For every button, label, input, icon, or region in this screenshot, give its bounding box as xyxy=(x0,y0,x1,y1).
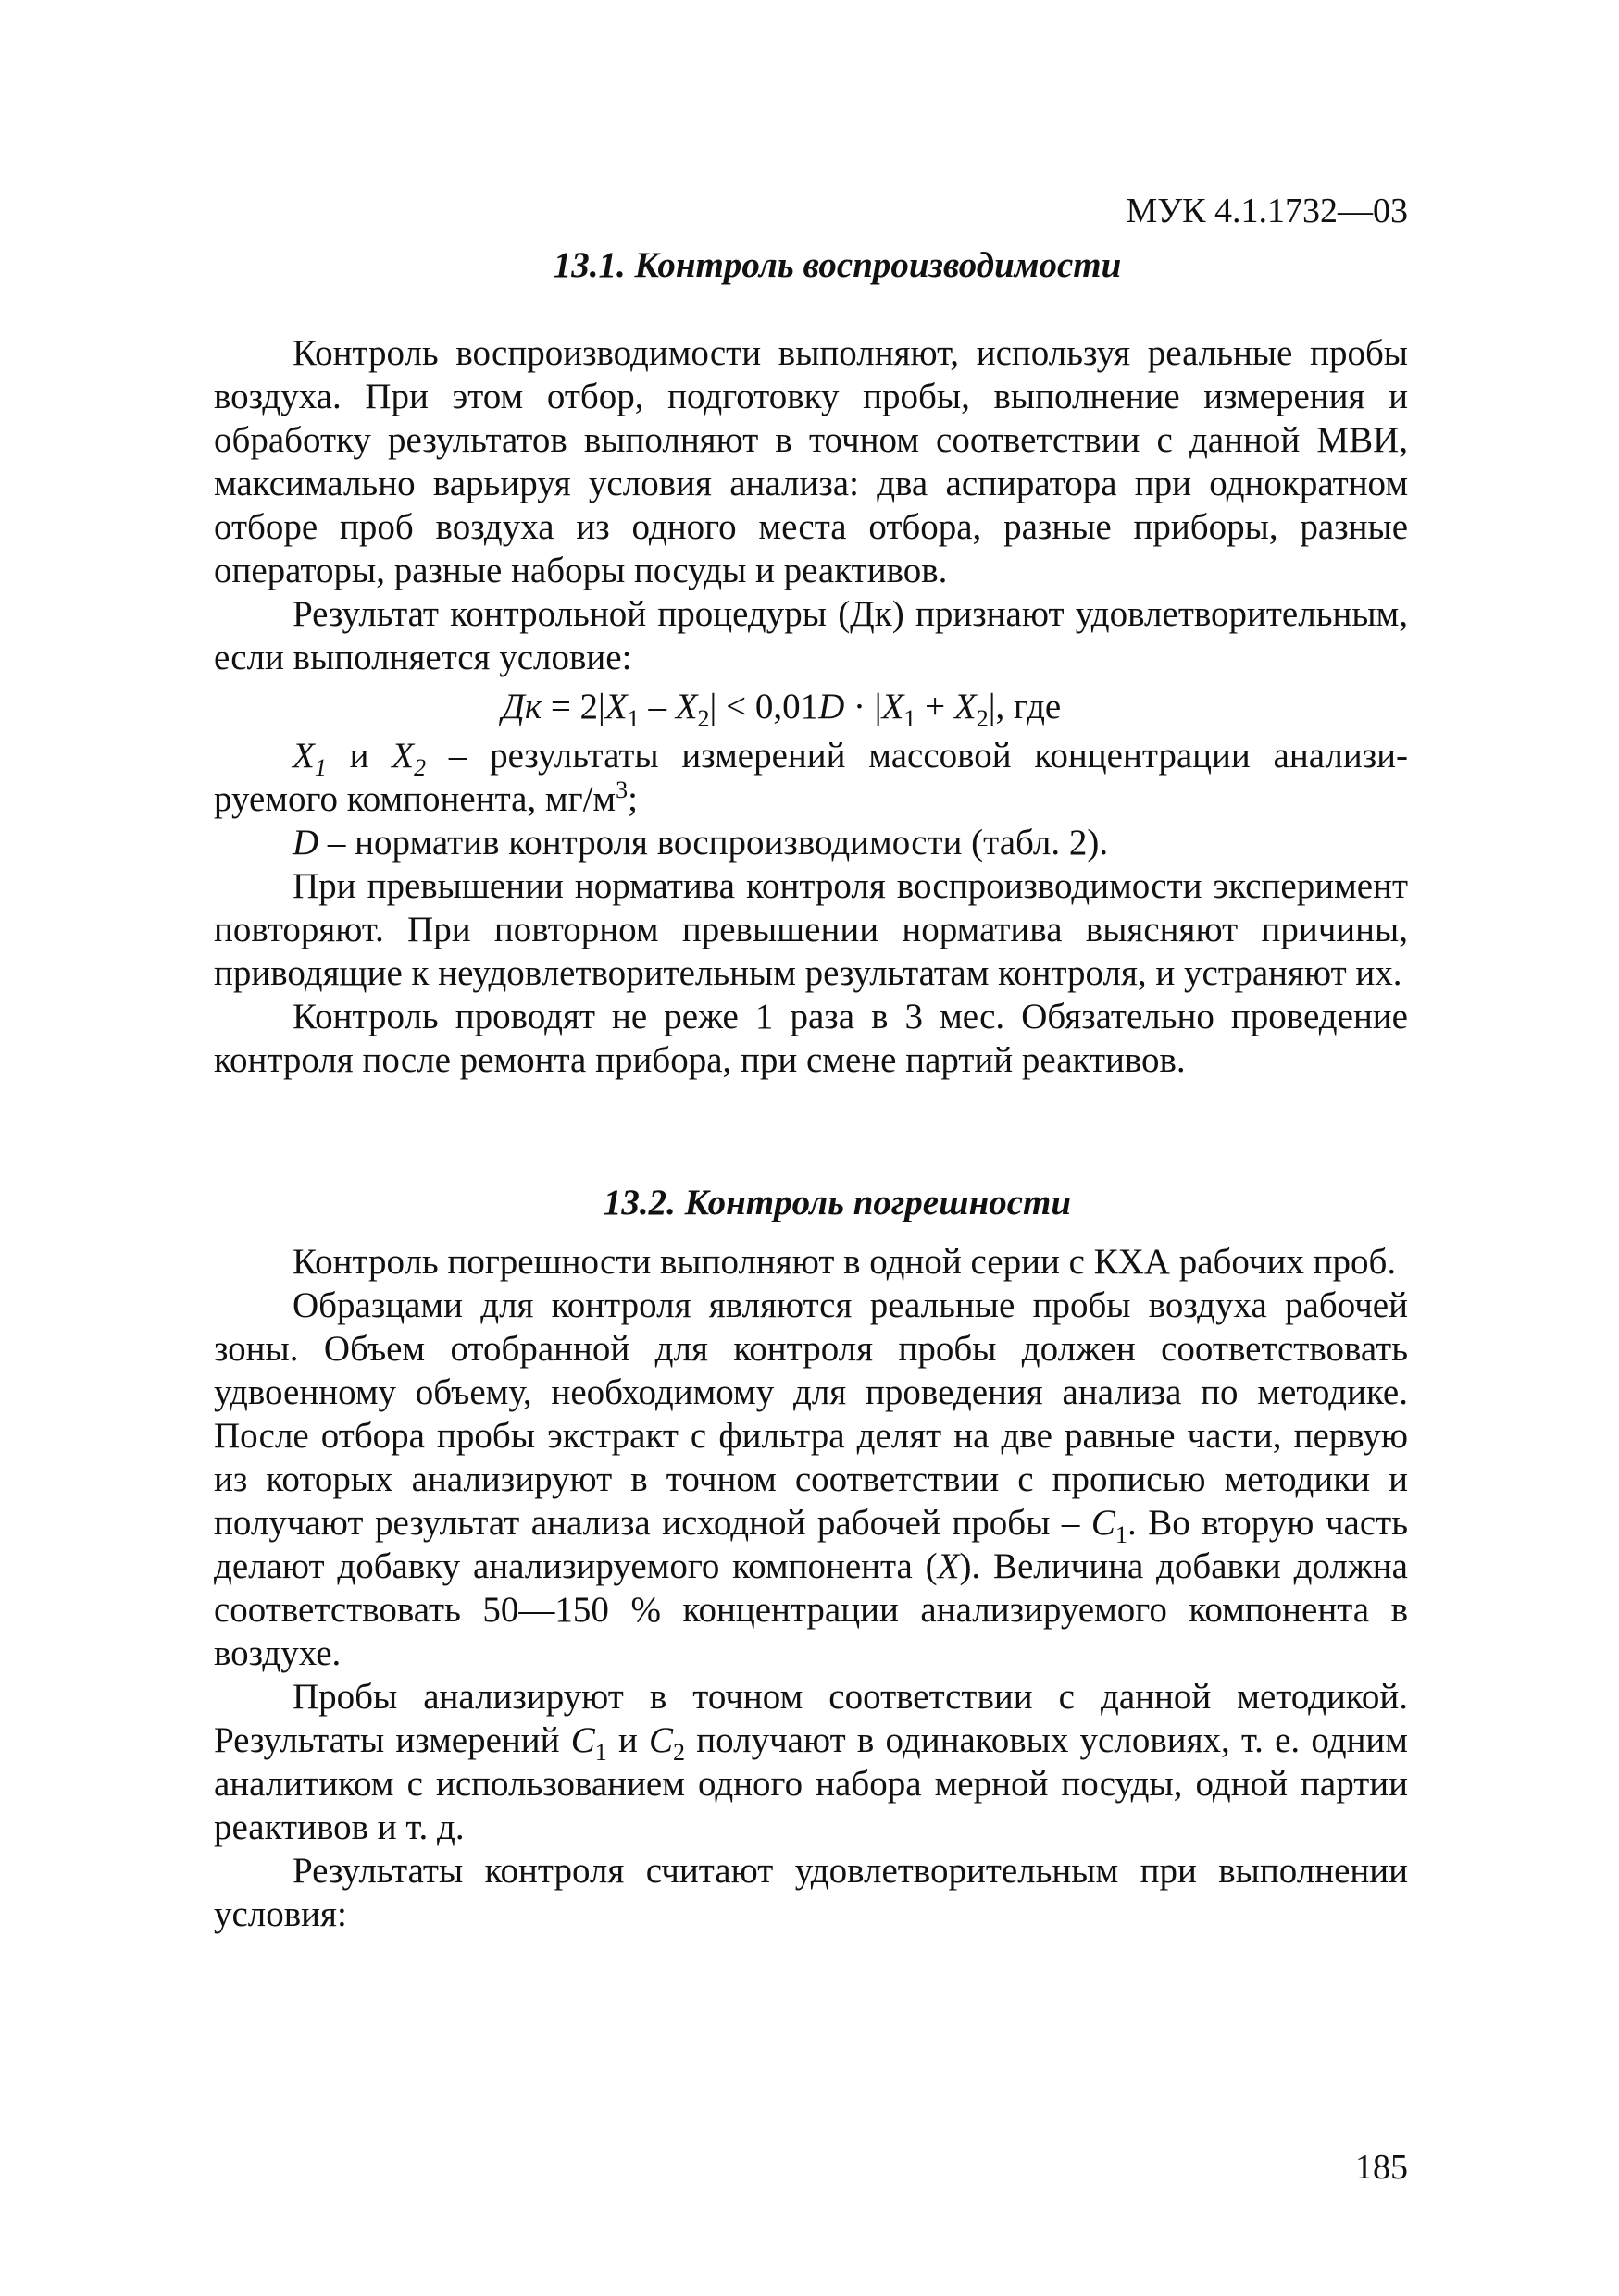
paragraph: Контроль проводят не реже 1 раза в 3 мес. Обязательно проведение контроля после ремонта прибора, при смене партий реактивов. xyxy=(214,997,1408,1080)
paragraph: Пробы анализируют в точном соответствии с данной методикой. Результаты измерений $C_1$ и $C_2$ получают в одинаковых условиях, т. е. одним аналитиком с использованием одного набора мерной посуды, одной партии реактивов и т. д. xyxy=(214,1677,1408,1847)
paragraph: Результат контрольной процедуры (Дк) признают удовлетворительным, если выполняется условие: xyxy=(214,594,1408,677)
paragraph-norm: D – норматив контроля воспроизводимости (табл. 2). xyxy=(293,823,1109,863)
section-body-reproducibility xyxy=(214,331,1408,1082)
section-body-accuracy xyxy=(214,1240,1408,1936)
paragraph: При превышении норматива контроля воспроизводимости эксперимент повторяют. При повторном превышении норматива выясняют причины, приводящие к неудовлетворительным результатам контроля, и устраняют их. xyxy=(214,866,1408,993)
paragraph: Образцами для контроля являются реальные пробы воздуха рабочей зоны. Объем отобранной для контроля пробы должен соответствовать удвоенному объему, необходимому для проведения анализа по методике. После отбора пробы экстракт с фильтра делят на две равные части, первую из которых анализируют в точном соответствии с прописью методики и получают результат анализа исходной рабочей пробы – $C_1$. Во вторую часть делают добавку анализируемого компонента (X). Величина добавки должна соответствовать 50—150 % концентрации анализируемого компонента в воздухе. xyxy=(214,1285,1409,1673)
section-title-accuracy: 13.2. Контроль погрешности xyxy=(603,1183,1072,1222)
formula-reproducibility: Дк = $2|X_1 - X_2| < 0,01D \cdot |X_1 + X_2|$, где xyxy=(502,687,1062,732)
paragraph: Контроль погрешности выполняют в одной серии с КХА рабочих проб. xyxy=(293,1242,1397,1282)
paragraph: Результаты контроля считают удовлетворительным при выполнении условия: xyxy=(214,1851,1408,1934)
paragraph: Контроль воспроизводимости выполняют, используя реальные пробы воздуха. При этом отбор, подготовку пробы, выполнение измерения и обработку результатов выполняют в точном соответствии с данной МВИ, максимально варьируя условия анализа: два аспиратора при однократном отборе проб воздуха из одного места отбора, разные приборы, разные операторы, разные наборы посуды и реактивов. xyxy=(214,333,1408,590)
paragraph-variables: $X_1$ и $X_2$ – результаты измерений массовой концентрации анализируемого компонента, $мг/м^3$; xyxy=(214,736,1408,819)
page-number: 185 xyxy=(1355,2148,1408,2187)
document-code-header: МУК 4.1.1732—03 xyxy=(1126,192,1408,230)
section-title-reproducibility: 13.1. Контроль воспроизводимости xyxy=(553,245,1122,285)
